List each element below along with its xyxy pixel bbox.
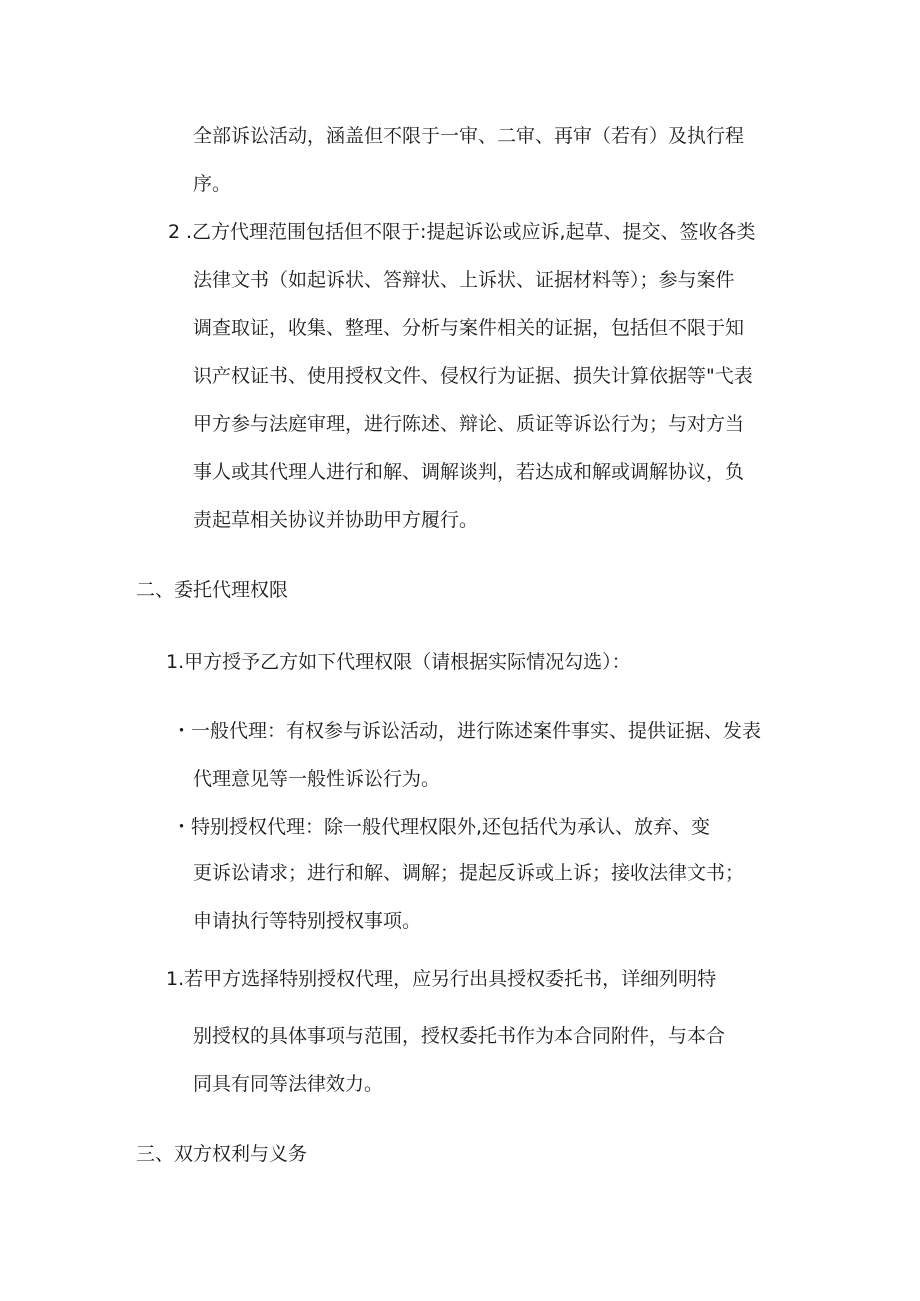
general-agency-line-2: 代理意见等一般性诉讼行为。 (193, 768, 441, 790)
authority-intro: 1.甲方授予乙方如下代理权限（请根据实际情况勾选）： (166, 651, 631, 673)
scope-item-2-line-3: 调查取证，收集、整理、分析与案件相关的证据，包括但不限于知 (193, 317, 745, 339)
authority-note-line-2: 别授权的具体事项与范围，授权委托书作为本合同附件，与本合 (193, 1025, 726, 1047)
scope-item-2-line-5: 甲方参与法庭审理，进行陈述、辩论、质证等诉讼行为；与对方当 (193, 413, 745, 435)
scope-item-2-line-4: 识产权证书、使用授权文件、侵权行为证据、损失计算依据等"弋表 (193, 365, 753, 387)
scope-item-2-line-2: 法律文书（如起诉状、答辩状、上诉状、证据材料等）；参与案件 (193, 269, 735, 291)
general-agency-line-1: ・一般代理：有权参与诉讼活动，进行陈述案件事实、提供证据、发表 (172, 720, 762, 742)
section-heading-authority: 二、委托代理权限 (136, 579, 289, 601)
special-agency-line-3: 申请执行等特别授权事项。 (193, 910, 422, 932)
scope-item-2-line-1: .乙方代理范围包括但不限于:提起诉讼或应诉,起草、提交、签收各类 (186, 221, 756, 243)
section-heading-rights: 三、双方权利与义务 (136, 1143, 308, 1165)
scope-item-number: 2 (168, 221, 181, 243)
special-agency-line-1: ・特别授权代理：除一般代理权限外,还包括代为承认、放弃、变 (172, 816, 711, 838)
scope-continuation-line-1: 全部诉讼活动，涵盖但不限于一审、二审、再审（若有）及执行程 (193, 125, 745, 147)
scope-item-2-line-6: 事人或其代理人进行和解、调解谈判，若达成和解或调解协议，负 (193, 461, 745, 483)
special-agency-line-2: 更诉讼请求；进行和解、调解；提起反诉或上诉；接收法律文书； (193, 862, 745, 884)
scope-item-2-line-7: 责起草相关协议并协助甲方履行。 (193, 509, 479, 531)
authority-note-line-3: 同具有同等法律效力。 (193, 1073, 384, 1095)
authority-note-line-1: 1.若甲方选择特别授权代理，应另行出具授权委托书，详细列明特 (166, 968, 717, 990)
scope-continuation-line-2: 序。 (193, 173, 232, 195)
